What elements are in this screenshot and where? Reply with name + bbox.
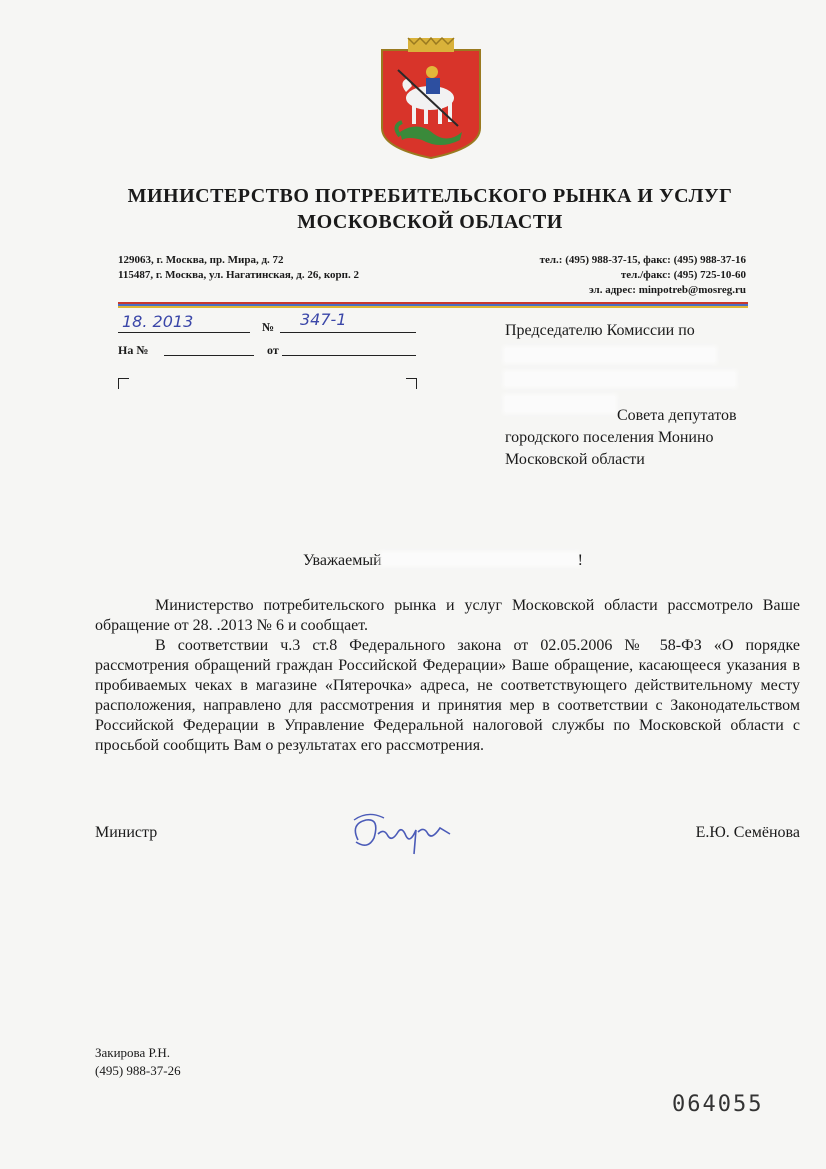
greeting-start: Уважаемый [303, 552, 382, 569]
redacted-area [382, 553, 578, 565]
executor-phone: (495) 988-37-26 [95, 1063, 181, 1078]
recipient-line: Московской области [505, 451, 645, 468]
ministry-title-line2: МОСКОВСКОЙ ОБЛАСТИ [297, 211, 563, 233]
outgoing-date-field [118, 314, 250, 333]
letter-body [95, 596, 800, 756]
recipient-line: Совета депутатов [617, 407, 737, 424]
signature-icon [344, 806, 456, 862]
email-line: эл. адрес: minpotreb@mosreg.ru [588, 284, 746, 296]
address-corner-mark [406, 378, 417, 389]
signatory-position: Министр [95, 824, 158, 841]
reference-number-label: На № [118, 343, 149, 357]
reference-date-field [282, 343, 416, 356]
signatory-name: Е.Ю. Семёнова [695, 824, 800, 841]
ministry-title-line1: МИНИСТЕРСТВО ПОТРЕБИТЕЛЬСКОГО РЫНКА И УСЛУГ [127, 185, 733, 207]
phone-fax-line: тел./факс: (495) 725-10-60 [620, 269, 746, 281]
phone-fax-line: тел.: (495) 988-37-15, факс: (495) 988-37-16 [539, 254, 746, 266]
recipient-line: Председателю Комиссии по [505, 322, 695, 339]
redacted-area [505, 348, 715, 362]
address-corner-mark [118, 378, 129, 389]
redacted-area [505, 396, 615, 412]
outgoing-number-label: № [262, 320, 275, 334]
address-left-line: 129063, г. Москва, пр. Мира, д. 72 [118, 254, 284, 266]
divider-stripe [118, 306, 748, 308]
reference-number-field [164, 343, 254, 356]
executor-block [95, 1044, 181, 1080]
recipient-line: городского поселения Монино [505, 429, 714, 446]
address-right [540, 253, 746, 298]
outgoing-date-handwritten: 18. 2013 [122, 312, 194, 331]
form-serial-number: 064055 [672, 1092, 764, 1117]
tricolor-divider [118, 302, 748, 308]
greeting [303, 552, 583, 570]
redacted-area [505, 372, 735, 386]
coat-of-arms-icon [378, 36, 484, 160]
body-paragraph: В соответствии ч.3 ст.8 Федерального закона от 02.05.2006 № 58-ФЗ «О порядке рассмотрения обращений граждан Российской Федерации» Ваше обращение, касающееся указания в пробиваемых чеках в магазине «Пятерочка» адреса, не соответствующего действительному месту расположения, направлено для рассмотрения и принятия мер в соответствии с Законодательством Российской Федерации в Управление Федеральной налоговой службы по Московской области с просьбой сообщить Вам о результатах его рассмотрения. [95, 637, 800, 754]
outgoing-number-handwritten: 347-1 [300, 310, 347, 329]
greeting-end: ! [577, 552, 583, 569]
body-paragraph: Министерство потребительского рынка и услуг Московской области рассмотрело Ваше обращение от 28. .2013 № 6 и сообщает. [95, 597, 800, 634]
address-left [118, 253, 359, 283]
address-left-line: 115487, г. Москва, ул. Нагатинская, д. 26, корп. 2 [118, 269, 360, 281]
executor-name: Закирова Р.Н. [95, 1045, 171, 1060]
outgoing-number-field [280, 310, 416, 333]
reference-date-label: от [267, 343, 279, 357]
